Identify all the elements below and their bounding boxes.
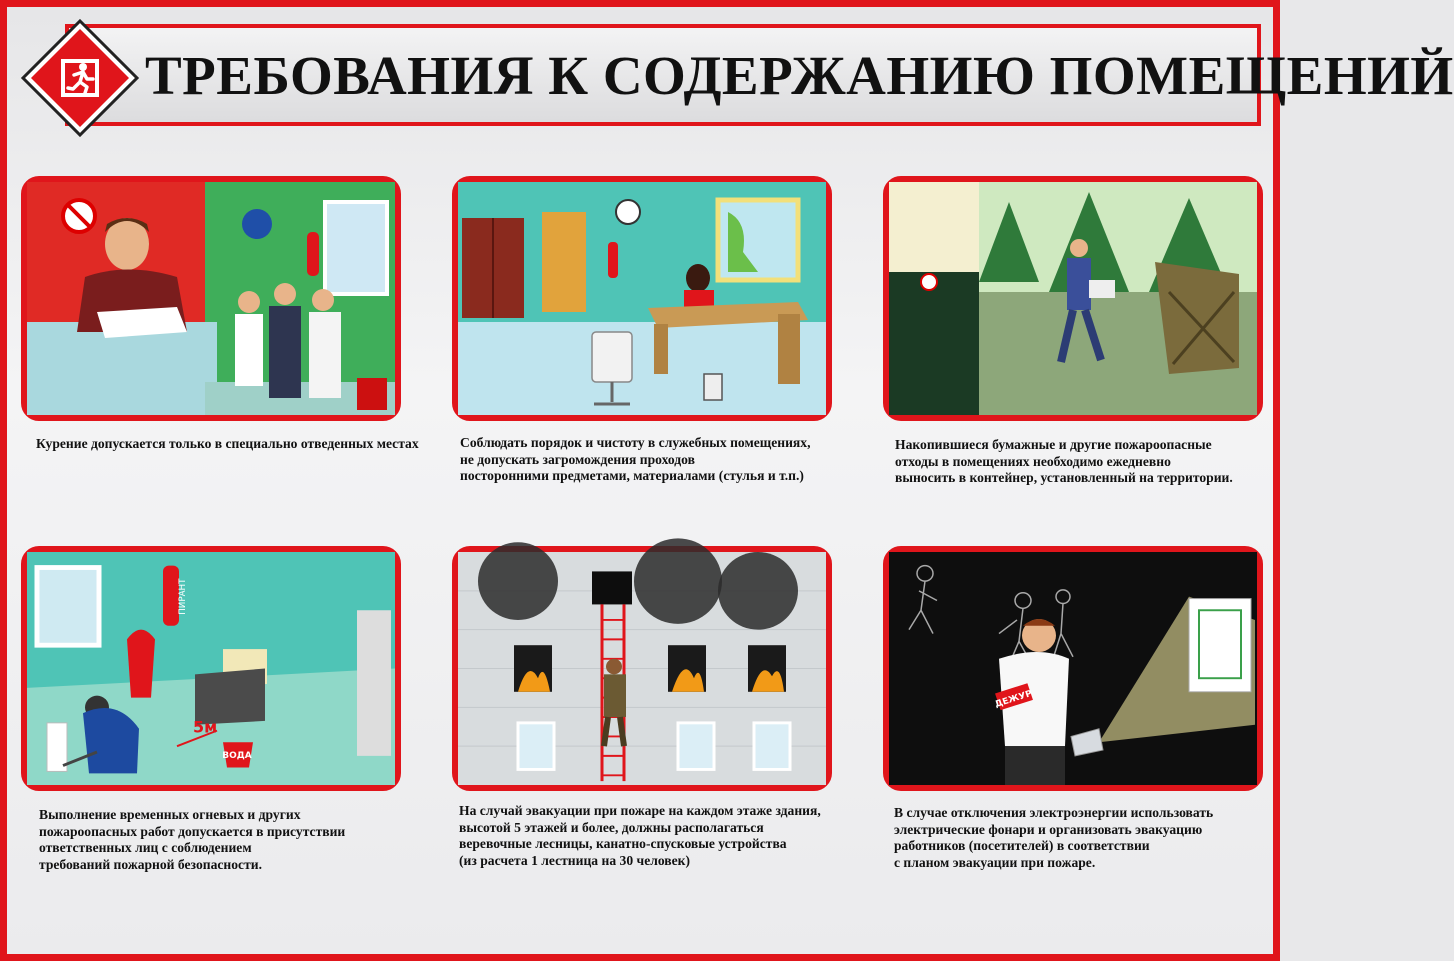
panel-waste-caption (895, 437, 1233, 487)
caption-line: с планом эвакуации при пожаре. (894, 854, 1096, 870)
bucket-label: ВОДА (222, 750, 252, 761)
panel-flashlight-caption (894, 805, 1213, 871)
title-box (65, 24, 1454, 126)
caption-line: отходы в помещениях необходимо ежедневно (895, 453, 1171, 469)
caption-line: Выполнение временных огневых и других (39, 807, 301, 822)
panel-flashlight-illustration (883, 546, 1263, 791)
caption-line: работников (посетителей) в соответствии (894, 838, 1150, 853)
panel-welding-caption (39, 807, 345, 873)
caption-line: Соблюдать порядок и чистоту в служебных помещениях, (460, 435, 811, 450)
caption-line: электрические фонари и организовать эвакуацию (894, 821, 1203, 837)
caption-line: пожароопасных работ допускается в присутствии (39, 823, 346, 839)
caption-line: веревочные лесницы, канатно-спусковые устройства (459, 836, 787, 851)
emergency-exit-running-man-icon (21, 19, 139, 137)
panel-welding-illustration (21, 546, 401, 791)
armband-label: ДЕЖУР (993, 688, 1034, 710)
caption-line: не допускать загромождения проходов (460, 451, 695, 467)
caption-line: (из расчета 1 лестница на 30 человек) (459, 852, 691, 868)
panel-office-illustration (452, 176, 832, 421)
panel-waste-illustration (883, 176, 1263, 421)
caption-line: требований пожарной безопасности. (39, 856, 262, 872)
caption-line: Накопившиеся бумажные и другие пожароопасные (895, 437, 1212, 452)
caption-line: В случае отключения электроэнергии использовать (894, 805, 1214, 820)
panel-office-caption (460, 435, 810, 485)
caption-line: посторонними предметами, материалами (стулья и т.п.) (460, 468, 804, 483)
caption-line: выносить в контейнер, установленный на территории. (895, 470, 1233, 485)
caption-line: На случай эвакуации при пожаре на каждом этаже здания, (459, 803, 821, 818)
caption-line: Курение допускается только в специально отведенных местах (36, 436, 419, 451)
panel-smoking-illustration (21, 176, 401, 421)
panel-ladder-illustration (452, 546, 832, 791)
caption-line: высотой 5 этажей и более, должны располагаться (459, 819, 764, 835)
panel-ladder-caption (459, 803, 821, 869)
extinguisher-label: ПИРАНТ (177, 578, 189, 615)
panel-smoking-caption (36, 436, 419, 453)
page-title: ТРЕБОВАНИЯ К СОДЕРЖАНИЮ ПОМЕЩЕНИЙ (145, 45, 1454, 106)
distance-label: 5м (193, 717, 218, 737)
caption-line: ответственных лиц с соблюдением (39, 840, 252, 855)
